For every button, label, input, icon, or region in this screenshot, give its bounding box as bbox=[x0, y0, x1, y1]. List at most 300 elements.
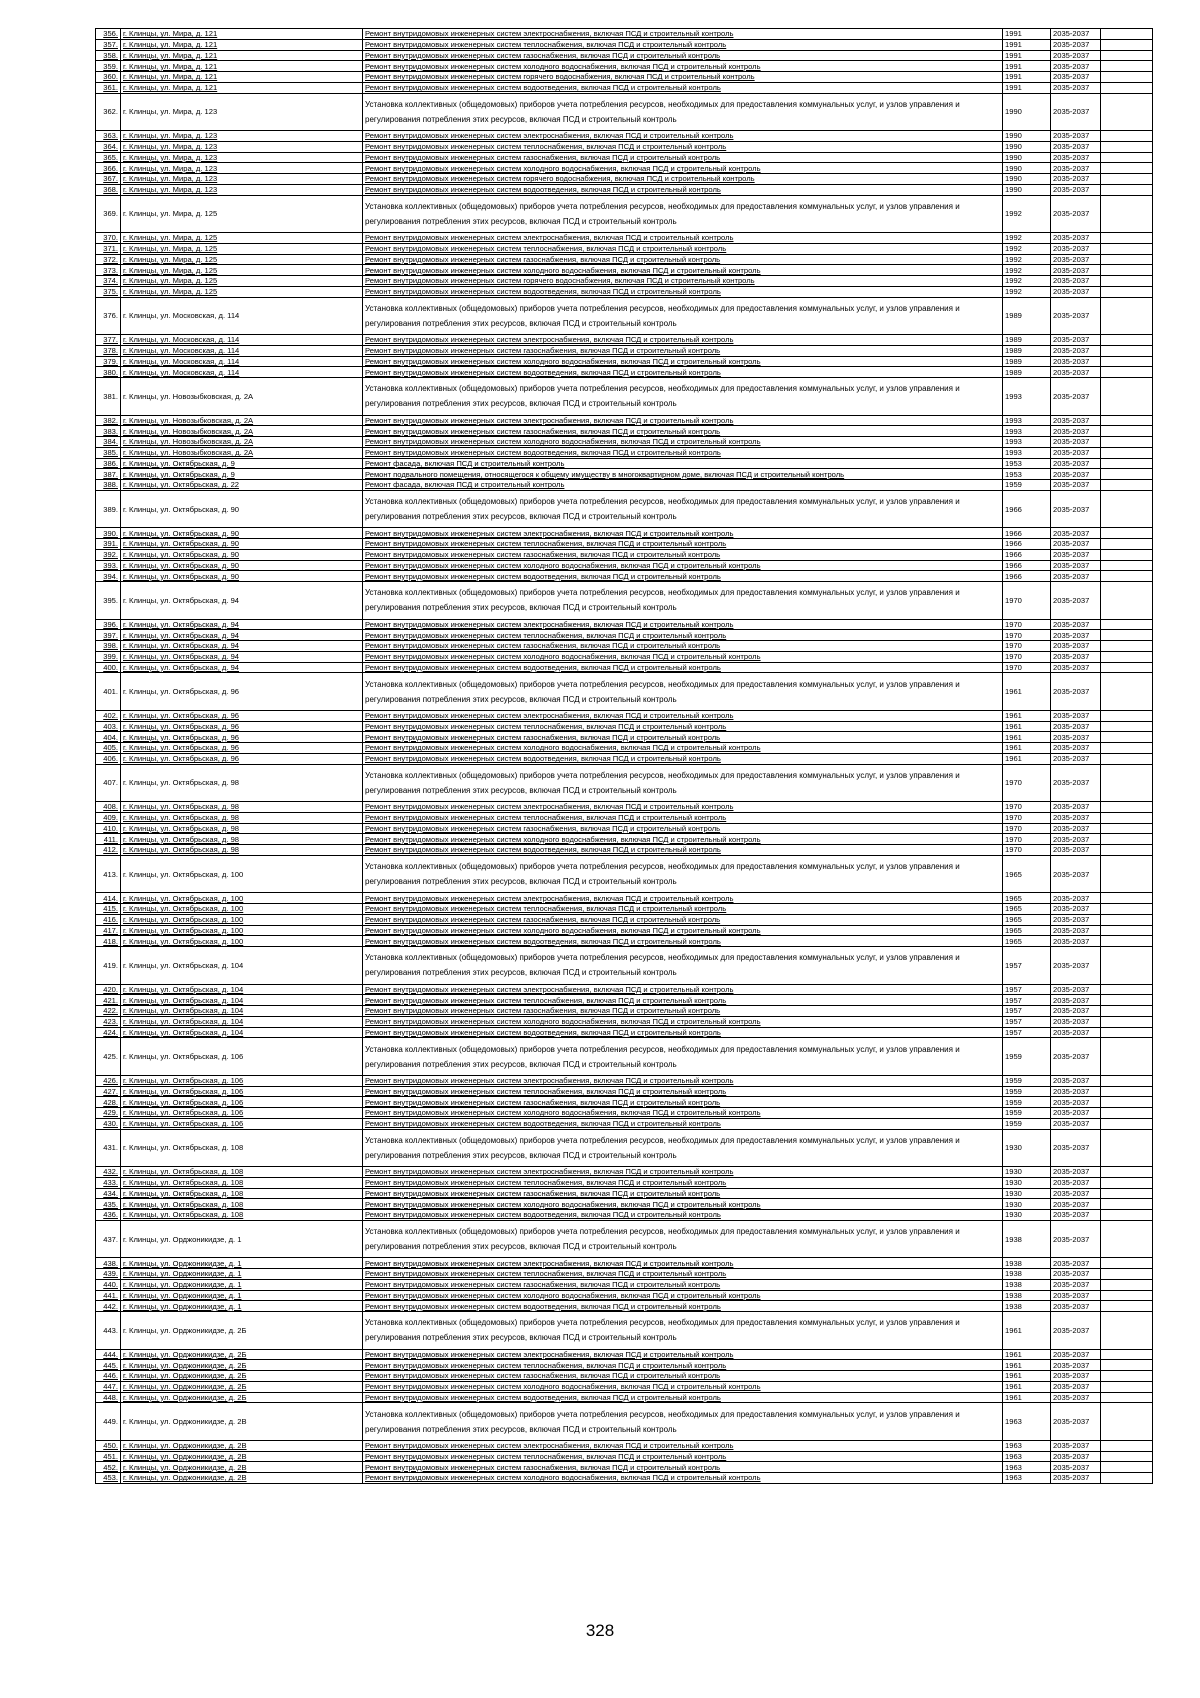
work-type-cell: Ремонт внутридомовых инженерных систем электроснабжения, включая ПСД и строительный контроль bbox=[363, 984, 1003, 995]
empty-cell bbox=[1101, 1381, 1153, 1392]
row-number: 375. bbox=[96, 286, 121, 297]
table-row bbox=[96, 195, 1153, 233]
empty-cell bbox=[1101, 753, 1153, 764]
empty-cell bbox=[1101, 651, 1153, 662]
table-row bbox=[96, 662, 1153, 673]
row-number: 424. bbox=[96, 1027, 121, 1038]
build-year-cell: 1970 bbox=[1003, 834, 1051, 845]
work-type-cell: Установка коллективных (общедомовых) приборов учета потребления ресурсов, необходимых для предоставления коммунальных услуг, и узлов управления и регулирования потребления этих ресурсов, включая ПСД и строительный контроль bbox=[363, 1312, 1003, 1350]
address-cell: г. Клинцы, ул. Московская, д. 114 bbox=[121, 345, 363, 356]
planned-period-cell: 2035-2037 bbox=[1051, 163, 1101, 174]
table-row bbox=[96, 447, 1153, 458]
work-type-cell: Ремонт внутридомовых инженерных систем теплоснабжения, включая ПСД и строительный контроль bbox=[363, 39, 1003, 50]
table-row bbox=[96, 1462, 1153, 1473]
empty-cell bbox=[1101, 1371, 1153, 1382]
build-year-cell: 1966 bbox=[1003, 490, 1051, 528]
planned-period-cell: 2035-2037 bbox=[1051, 823, 1101, 834]
planned-period-cell: 2035-2037 bbox=[1051, 93, 1101, 131]
table-row bbox=[96, 1075, 1153, 1086]
planned-period-cell: 2035-2037 bbox=[1051, 184, 1101, 195]
build-year-cell: 1993 bbox=[1003, 447, 1051, 458]
address-cell: г. Клинцы, ул. Орджоникидзе, д. 2Б bbox=[121, 1381, 363, 1392]
empty-cell bbox=[1101, 619, 1153, 630]
address-cell: г. Клинцы, ул. Мира, д. 121 bbox=[121, 50, 363, 61]
build-year-cell: 1992 bbox=[1003, 254, 1051, 265]
planned-period-cell: 2035-2037 bbox=[1051, 936, 1101, 947]
build-year-cell: 1992 bbox=[1003, 233, 1051, 244]
build-year-cell: 1938 bbox=[1003, 1269, 1051, 1280]
table-row bbox=[96, 367, 1153, 378]
table-row bbox=[96, 50, 1153, 61]
build-year-cell: 1970 bbox=[1003, 619, 1051, 630]
planned-period-cell: 2035-2037 bbox=[1051, 72, 1101, 83]
build-year-cell: 1961 bbox=[1003, 1371, 1051, 1382]
row-number: 402. bbox=[96, 710, 121, 721]
planned-period-cell: 2035-2037 bbox=[1051, 539, 1101, 550]
empty-cell bbox=[1101, 437, 1153, 448]
build-year-cell: 1938 bbox=[1003, 1301, 1051, 1312]
address-cell: г. Клинцы, ул. Новозыбковская, д. 2А bbox=[121, 378, 363, 416]
address-cell: г. Клинцы, ул. Мира, д. 125 bbox=[121, 265, 363, 276]
planned-period-cell: 2035-2037 bbox=[1051, 984, 1101, 995]
planned-period-cell: 2035-2037 bbox=[1051, 753, 1101, 764]
empty-cell bbox=[1101, 195, 1153, 233]
address-cell: г. Клинцы, ул. Орджоникидзе, д. 1 bbox=[121, 1269, 363, 1280]
work-type-cell: Ремонт внутридомовых инженерных систем холодного водоснабжения, включая ПСД и строительный контроль bbox=[363, 265, 1003, 276]
work-type-cell: Установка коллективных (общедомовых) приборов учета потребления ресурсов, необходимых для предоставления коммунальных услуг, и узлов управления и регулирования потребления этих ресурсов, включая ПСД и строительный контроль bbox=[363, 490, 1003, 528]
row-number: 428. bbox=[96, 1097, 121, 1108]
row-number: 436. bbox=[96, 1210, 121, 1221]
empty-cell bbox=[1101, 845, 1153, 856]
work-type-cell: Ремонт внутридомовых инженерных систем газоснабжения, включая ПСД и строительный контроль bbox=[363, 732, 1003, 743]
address-cell: г. Клинцы, ул. Новозыбковская, д. 2А bbox=[121, 447, 363, 458]
build-year-cell: 1989 bbox=[1003, 335, 1051, 346]
build-year-cell: 1992 bbox=[1003, 276, 1051, 287]
row-number: 389. bbox=[96, 490, 121, 528]
address-cell: г. Клинцы, ул. Орджоникидзе, д. 2Б bbox=[121, 1360, 363, 1371]
planned-period-cell: 2035-2037 bbox=[1051, 265, 1101, 276]
work-type-cell: Ремонт внутридомовых инженерных систем электроснабжения, включая ПСД и строительный контроль bbox=[363, 1258, 1003, 1269]
build-year-cell: 1989 bbox=[1003, 297, 1051, 335]
table-row bbox=[96, 984, 1153, 995]
build-year-cell: 1991 bbox=[1003, 82, 1051, 93]
row-number: 380. bbox=[96, 367, 121, 378]
planned-period-cell: 2035-2037 bbox=[1051, 1392, 1101, 1403]
planned-period-cell: 2035-2037 bbox=[1051, 356, 1101, 367]
table-row bbox=[96, 651, 1153, 662]
table-row bbox=[96, 1177, 1153, 1188]
work-type-cell: Ремонт внутридомовых инженерных систем водоотведения, включая ПСД и строительный контроль bbox=[363, 936, 1003, 947]
empty-cell bbox=[1101, 1188, 1153, 1199]
row-number: 452. bbox=[96, 1462, 121, 1473]
table-row bbox=[96, 619, 1153, 630]
planned-period-cell: 2035-2037 bbox=[1051, 458, 1101, 469]
address-cell: г. Клинцы, ул. Новозыбковская, д. 2А bbox=[121, 426, 363, 437]
build-year-cell: 1963 bbox=[1003, 1403, 1051, 1441]
planned-period-cell: 2035-2037 bbox=[1051, 662, 1101, 673]
work-type-cell: Ремонт внутридомовых инженерных систем электроснабжения, включая ПСД и строительный контроль bbox=[363, 335, 1003, 346]
build-year-cell: 1990 bbox=[1003, 163, 1051, 174]
work-type-cell: Ремонт внутридомовых инженерных систем водоотведения, включая ПСД и строительный контроль bbox=[363, 286, 1003, 297]
empty-cell bbox=[1101, 50, 1153, 61]
build-year-cell: 1961 bbox=[1003, 743, 1051, 754]
work-type-cell: Ремонт внутридомовых инженерных систем электроснабжения, включая ПСД и строительный контроль bbox=[363, 619, 1003, 630]
empty-cell bbox=[1101, 458, 1153, 469]
row-number: 422. bbox=[96, 1006, 121, 1017]
empty-cell bbox=[1101, 995, 1153, 1006]
address-cell: г. Клинцы, ул. Октябрьская, д. 98 bbox=[121, 845, 363, 856]
build-year-cell: 1961 bbox=[1003, 673, 1051, 711]
row-number: 415. bbox=[96, 904, 121, 915]
table-row bbox=[96, 335, 1153, 346]
empty-cell bbox=[1101, 61, 1153, 72]
empty-cell bbox=[1101, 1440, 1153, 1451]
empty-cell bbox=[1101, 764, 1153, 802]
build-year-cell: 1963 bbox=[1003, 1462, 1051, 1473]
address-cell: г. Клинцы, ул. Октябрьская, д. 90 bbox=[121, 549, 363, 560]
empty-cell bbox=[1101, 673, 1153, 711]
build-year-cell: 1961 bbox=[1003, 1392, 1051, 1403]
planned-period-cell: 2035-2037 bbox=[1051, 174, 1101, 185]
work-type-cell: Ремонт внутридомовых инженерных систем теплоснабжения, включая ПСД и строительный контроль bbox=[363, 1269, 1003, 1280]
table-row bbox=[96, 1279, 1153, 1290]
build-year-cell: 1965 bbox=[1003, 893, 1051, 904]
table-row bbox=[96, 936, 1153, 947]
address-cell: г. Клинцы, ул. Октябрьская, д. 98 bbox=[121, 764, 363, 802]
empty-cell bbox=[1101, 1220, 1153, 1258]
work-type-cell: Ремонт внутридомовых инженерных систем теплоснабжения, включая ПСД и строительный контроль bbox=[363, 721, 1003, 732]
build-year-cell: 1992 bbox=[1003, 243, 1051, 254]
work-type-cell: Установка коллективных (общедомовых) приборов учета потребления ресурсов, необходимых для предоставления коммунальных услуг, и узлов управления и регулирования потребления этих ресурсов, включая ПСД и строительный контроль bbox=[363, 1403, 1003, 1441]
planned-period-cell: 2035-2037 bbox=[1051, 855, 1101, 893]
address-cell: г. Клинцы, ул. Октябрьская, д. 90 bbox=[121, 539, 363, 550]
build-year-cell: 1990 bbox=[1003, 93, 1051, 131]
row-number: 414. bbox=[96, 893, 121, 904]
empty-cell bbox=[1101, 233, 1153, 244]
address-cell: г. Клинцы, ул. Орджоникидзе, д. 1 bbox=[121, 1301, 363, 1312]
table-row bbox=[96, 571, 1153, 582]
table-row bbox=[96, 1097, 1153, 1108]
address-cell: г. Клинцы, ул. Московская, д. 114 bbox=[121, 297, 363, 335]
address-cell: г. Клинцы, ул. Орджоникидзе, д. 2Б bbox=[121, 1349, 363, 1360]
row-number: 373. bbox=[96, 265, 121, 276]
work-type-cell: Ремонт внутридомовых инженерных систем газоснабжения, включая ПСД и строительный контроль bbox=[363, 1188, 1003, 1199]
row-number: 430. bbox=[96, 1118, 121, 1129]
work-type-cell: Ремонт внутридомовых инженерных систем холодного водоснабжения, включая ПСД и строительный контроль bbox=[363, 1016, 1003, 1027]
table-row bbox=[96, 732, 1153, 743]
table-row bbox=[96, 823, 1153, 834]
build-year-cell: 1965 bbox=[1003, 904, 1051, 915]
work-type-cell: Ремонт внутридомовых инженерных систем водоотведения, включая ПСД и строительный контроль bbox=[363, 1118, 1003, 1129]
build-year-cell: 1959 bbox=[1003, 1086, 1051, 1097]
table-row bbox=[96, 641, 1153, 652]
empty-cell bbox=[1101, 93, 1153, 131]
table-row bbox=[96, 855, 1153, 893]
planned-period-cell: 2035-2037 bbox=[1051, 528, 1101, 539]
planned-period-cell: 2035-2037 bbox=[1051, 1188, 1101, 1199]
build-year-cell: 1970 bbox=[1003, 651, 1051, 662]
build-year-cell: 1930 bbox=[1003, 1188, 1051, 1199]
planned-period-cell: 2035-2037 bbox=[1051, 1312, 1101, 1350]
address-cell: г. Клинцы, ул. Октябрьская, д. 90 bbox=[121, 528, 363, 539]
build-year-cell: 1959 bbox=[1003, 1038, 1051, 1076]
build-year-cell: 1953 bbox=[1003, 458, 1051, 469]
table-row bbox=[96, 721, 1153, 732]
address-cell: г. Клинцы, ул. Октябрьская, д. 9 bbox=[121, 469, 363, 480]
table-row bbox=[96, 1349, 1153, 1360]
build-year-cell: 1959 bbox=[1003, 1118, 1051, 1129]
build-year-cell: 1930 bbox=[1003, 1129, 1051, 1167]
table-row bbox=[96, 582, 1153, 620]
address-cell: г. Клинцы, ул. Орджоникидзе, д. 2В bbox=[121, 1451, 363, 1462]
address-cell: г. Клинцы, ул. Мира, д. 125 bbox=[121, 254, 363, 265]
address-cell: г. Клинцы, ул. Новозыбковская, д. 2А bbox=[121, 437, 363, 448]
row-number: 421. bbox=[96, 995, 121, 1006]
table-row bbox=[96, 1129, 1153, 1167]
empty-cell bbox=[1101, 528, 1153, 539]
planned-period-cell: 2035-2037 bbox=[1051, 1371, 1101, 1382]
row-number: 379. bbox=[96, 356, 121, 367]
planned-period-cell: 2035-2037 bbox=[1051, 802, 1101, 813]
row-number: 393. bbox=[96, 560, 121, 571]
table-row bbox=[96, 141, 1153, 152]
row-number: 368. bbox=[96, 184, 121, 195]
table-row bbox=[96, 1301, 1153, 1312]
table-row bbox=[96, 356, 1153, 367]
planned-period-cell: 2035-2037 bbox=[1051, 1269, 1101, 1280]
table-row bbox=[96, 254, 1153, 265]
empty-cell bbox=[1101, 641, 1153, 652]
work-type-cell: Ремонт внутридомовых инженерных систем газоснабжения, включая ПСД и строительный контроль bbox=[363, 345, 1003, 356]
table-row bbox=[96, 630, 1153, 641]
empty-cell bbox=[1101, 1086, 1153, 1097]
row-number: 412. bbox=[96, 845, 121, 856]
planned-period-cell: 2035-2037 bbox=[1051, 582, 1101, 620]
work-type-cell: Ремонт внутридомовых инженерных систем холодного водоснабжения, включая ПСД и строительный контроль bbox=[363, 1108, 1003, 1119]
build-year-cell: 1963 bbox=[1003, 1473, 1051, 1484]
planned-period-cell: 2035-2037 bbox=[1051, 893, 1101, 904]
build-year-cell: 1991 bbox=[1003, 39, 1051, 50]
address-cell: г. Клинцы, ул. Октябрьская, д. 98 bbox=[121, 812, 363, 823]
build-year-cell: 1966 bbox=[1003, 560, 1051, 571]
row-number: 387. bbox=[96, 469, 121, 480]
row-number: 369. bbox=[96, 195, 121, 233]
work-type-cell: Установка коллективных (общедомовых) приборов учета потребления ресурсов, необходимых для предоставления коммунальных услуг, и узлов управления и регулирования потребления этих ресурсов, включая ПСД и строительный контроль bbox=[363, 195, 1003, 233]
empty-cell bbox=[1101, 710, 1153, 721]
row-number: 392. bbox=[96, 549, 121, 560]
address-cell: г. Клинцы, ул. Октябрьская, д. 100 bbox=[121, 904, 363, 915]
address-cell: г. Клинцы, ул. Октябрьская, д. 90 bbox=[121, 560, 363, 571]
empty-cell bbox=[1101, 243, 1153, 254]
row-number: 370. bbox=[96, 233, 121, 244]
address-cell: г. Клинцы, ул. Октябрьская, д. 9 bbox=[121, 458, 363, 469]
table-row bbox=[96, 904, 1153, 915]
address-cell: г. Клинцы, ул. Орджоникидзе, д. 1 bbox=[121, 1258, 363, 1269]
table-row bbox=[96, 1290, 1153, 1301]
build-year-cell: 1959 bbox=[1003, 1075, 1051, 1086]
address-cell: г. Клинцы, ул. Орджоникидзе, д. 2В bbox=[121, 1473, 363, 1484]
planned-period-cell: 2035-2037 bbox=[1051, 1279, 1101, 1290]
planned-period-cell: 2035-2037 bbox=[1051, 721, 1101, 732]
row-number: 405. bbox=[96, 743, 121, 754]
work-type-cell: Ремонт внутридомовых инженерных систем холодного водоснабжения, включая ПСД и строительный контроль bbox=[363, 1473, 1003, 1484]
planned-period-cell: 2035-2037 bbox=[1051, 426, 1101, 437]
work-type-cell: Ремонт внутридомовых инженерных систем водоотведения, включая ПСД и строительный контроль bbox=[363, 1301, 1003, 1312]
address-cell: г. Клинцы, ул. Октябрьская, д. 94 bbox=[121, 630, 363, 641]
row-number: 377. bbox=[96, 335, 121, 346]
planned-period-cell: 2035-2037 bbox=[1051, 490, 1101, 528]
table-row bbox=[96, 163, 1153, 174]
empty-cell bbox=[1101, 131, 1153, 142]
table-row bbox=[96, 1403, 1153, 1441]
row-number: 397. bbox=[96, 630, 121, 641]
empty-cell bbox=[1101, 141, 1153, 152]
build-year-cell: 1990 bbox=[1003, 174, 1051, 185]
empty-cell bbox=[1101, 184, 1153, 195]
table-row bbox=[96, 753, 1153, 764]
build-year-cell: 1963 bbox=[1003, 1451, 1051, 1462]
work-type-cell: Ремонт внутридомовых инженерных систем водоотведения, включая ПСД и строительный контроль bbox=[363, 1210, 1003, 1221]
work-type-cell: Ремонт внутридомовых инженерных систем холодного водоснабжения, включая ПСД и строительный контроль bbox=[363, 560, 1003, 571]
table-row bbox=[96, 1440, 1153, 1451]
empty-cell bbox=[1101, 1279, 1153, 1290]
work-type-cell: Ремонт внутридомовых инженерных систем холодного водоснабжения, включая ПСД и строительный контроль bbox=[363, 437, 1003, 448]
table-row bbox=[96, 1038, 1153, 1076]
table-row bbox=[96, 1371, 1153, 1382]
planned-period-cell: 2035-2037 bbox=[1051, 335, 1101, 346]
work-type-cell: Ремонт подвального помещения, относящегося к общему имуществу в многоквартирном доме, включая ПСД и строительный контроль bbox=[363, 469, 1003, 480]
build-year-cell: 1991 bbox=[1003, 72, 1051, 83]
table-row bbox=[96, 469, 1153, 480]
work-type-cell: Установка коллективных (общедомовых) приборов учета потребления ресурсов, необходимых для предоставления коммунальных услуг, и узлов управления и регулирования потребления этих ресурсов, включая ПСД и строительный контроль bbox=[363, 1038, 1003, 1076]
empty-cell bbox=[1101, 276, 1153, 287]
empty-cell bbox=[1101, 1349, 1153, 1360]
address-cell: г. Клинцы, ул. Московская, д. 114 bbox=[121, 367, 363, 378]
row-number: 435. bbox=[96, 1199, 121, 1210]
planned-period-cell: 2035-2037 bbox=[1051, 1086, 1101, 1097]
build-year-cell: 1963 bbox=[1003, 1440, 1051, 1451]
address-cell: г. Клинцы, ул. Октябрьская, д. 94 bbox=[121, 582, 363, 620]
table-row bbox=[96, 995, 1153, 1006]
row-number: 358. bbox=[96, 50, 121, 61]
empty-cell bbox=[1101, 984, 1153, 995]
planned-period-cell: 2035-2037 bbox=[1051, 641, 1101, 652]
empty-cell bbox=[1101, 469, 1153, 480]
address-cell: г. Клинцы, ул. Октябрьская, д. 94 bbox=[121, 641, 363, 652]
work-type-cell: Ремонт внутридомовых инженерных систем водоотведения, включая ПСД и строительный контроль bbox=[363, 367, 1003, 378]
address-cell: г. Клинцы, ул. Октябрьская, д. 96 bbox=[121, 673, 363, 711]
address-cell: г. Клинцы, ул. Октябрьская, д. 98 bbox=[121, 823, 363, 834]
empty-cell bbox=[1101, 1038, 1153, 1076]
work-type-cell: Ремонт внутридомовых инженерных систем теплоснабжения, включая ПСД и строительный контроль bbox=[363, 539, 1003, 550]
work-type-cell: Ремонт внутридомовых инженерных систем газоснабжения, включая ПСД и строительный контроль bbox=[363, 152, 1003, 163]
planned-period-cell: 2035-2037 bbox=[1051, 233, 1101, 244]
work-type-cell: Ремонт внутридомовых инженерных систем электроснабжения, включая ПСД и строительный контроль bbox=[363, 1075, 1003, 1086]
table-row bbox=[96, 1199, 1153, 1210]
work-type-cell: Ремонт внутридомовых инженерных систем электроснабжения, включая ПСД и строительный контроль bbox=[363, 131, 1003, 142]
planned-period-cell: 2035-2037 bbox=[1051, 834, 1101, 845]
row-number: 404. bbox=[96, 732, 121, 743]
build-year-cell: 1957 bbox=[1003, 984, 1051, 995]
row-number: 418. bbox=[96, 936, 121, 947]
address-cell: г. Клинцы, ул. Октябрьская, д. 100 bbox=[121, 914, 363, 925]
address-cell: г. Клинцы, ул. Октябрьская, д. 106 bbox=[121, 1108, 363, 1119]
work-type-cell: Установка коллективных (общедомовых) приборов учета потребления ресурсов, необходимых для предоставления коммунальных услуг, и узлов управления и регулирования потребления этих ресурсов, включая ПСД и строительный контроль bbox=[363, 1129, 1003, 1167]
address-cell: г. Клинцы, ул. Мира, д. 121 bbox=[121, 39, 363, 50]
build-year-cell: 1961 bbox=[1003, 1349, 1051, 1360]
planned-period-cell: 2035-2037 bbox=[1051, 276, 1101, 287]
build-year-cell: 1990 bbox=[1003, 131, 1051, 142]
address-cell: г. Клинцы, ул. Октябрьская, д. 100 bbox=[121, 925, 363, 936]
table-row bbox=[96, 265, 1153, 276]
build-year-cell: 1966 bbox=[1003, 528, 1051, 539]
address-cell: г. Клинцы, ул. Октябрьская, д. 96 bbox=[121, 743, 363, 754]
build-year-cell: 1930 bbox=[1003, 1210, 1051, 1221]
work-type-cell: Ремонт внутридомовых инженерных систем теплоснабжения, включая ПСД и строительный контроль bbox=[363, 1451, 1003, 1462]
work-type-cell: Ремонт внутридомовых инженерных систем теплоснабжения, включая ПСД и строительный контроль bbox=[363, 243, 1003, 254]
build-year-cell: 1965 bbox=[1003, 936, 1051, 947]
table-row bbox=[96, 947, 1153, 985]
planned-period-cell: 2035-2037 bbox=[1051, 1167, 1101, 1178]
address-cell: г. Клинцы, ул. Орджоникидзе, д. 2В bbox=[121, 1462, 363, 1473]
table-row bbox=[96, 378, 1153, 416]
empty-cell bbox=[1101, 378, 1153, 416]
planned-period-cell: 2035-2037 bbox=[1051, 995, 1101, 1006]
work-type-cell: Ремонт внутридомовых инженерных систем электроснабжения, включая ПСД и строительный контроль bbox=[363, 1349, 1003, 1360]
build-year-cell: 1965 bbox=[1003, 914, 1051, 925]
address-cell: г. Клинцы, ул. Октябрьская, д. 106 bbox=[121, 1097, 363, 1108]
row-number: 429. bbox=[96, 1108, 121, 1119]
planned-period-cell: 2035-2037 bbox=[1051, 1108, 1101, 1119]
table-row bbox=[96, 458, 1153, 469]
work-type-cell: Ремонт внутридомовых инженерных систем водоотведения, включая ПСД и строительный контроль bbox=[363, 1027, 1003, 1038]
planned-period-cell: 2035-2037 bbox=[1051, 1210, 1101, 1221]
works-table-body bbox=[96, 29, 1153, 1484]
build-year-cell: 1961 bbox=[1003, 732, 1051, 743]
table-row bbox=[96, 437, 1153, 448]
build-year-cell: 1970 bbox=[1003, 764, 1051, 802]
work-type-cell: Ремонт внутридомовых инженерных систем газоснабжения, включая ПСД и строительный контроль bbox=[363, 1279, 1003, 1290]
address-cell: г. Клинцы, ул. Октябрьская, д. 108 bbox=[121, 1177, 363, 1188]
row-number: 360. bbox=[96, 72, 121, 83]
planned-period-cell: 2035-2037 bbox=[1051, 732, 1101, 743]
address-cell: г. Клинцы, ул. Мира, д. 123 bbox=[121, 131, 363, 142]
work-type-cell: Ремонт фасада, включая ПСД и строительный контроль bbox=[363, 480, 1003, 491]
build-year-cell: 1990 bbox=[1003, 184, 1051, 195]
empty-cell bbox=[1101, 174, 1153, 185]
empty-cell bbox=[1101, 152, 1153, 163]
planned-period-cell: 2035-2037 bbox=[1051, 845, 1101, 856]
address-cell: г. Клинцы, ул. Октябрьская, д. 90 bbox=[121, 571, 363, 582]
row-number: 439. bbox=[96, 1269, 121, 1280]
planned-period-cell: 2035-2037 bbox=[1051, 925, 1101, 936]
empty-cell bbox=[1101, 345, 1153, 356]
empty-cell bbox=[1101, 1258, 1153, 1269]
table-row bbox=[96, 1258, 1153, 1269]
build-year-cell: 1930 bbox=[1003, 1199, 1051, 1210]
table-row bbox=[96, 233, 1153, 244]
work-type-cell: Ремонт внутридомовых инженерных систем горячего водоснабжения, включая ПСД и строительный контроль bbox=[363, 276, 1003, 287]
table-row bbox=[96, 276, 1153, 287]
build-year-cell: 1991 bbox=[1003, 50, 1051, 61]
empty-cell bbox=[1101, 834, 1153, 845]
address-cell: г. Клинцы, ул. Октябрьская, д. 96 bbox=[121, 710, 363, 721]
address-cell: г. Клинцы, ул. Октябрьская, д. 98 bbox=[121, 802, 363, 813]
build-year-cell: 1965 bbox=[1003, 855, 1051, 893]
table-row bbox=[96, 539, 1153, 550]
planned-period-cell: 2035-2037 bbox=[1051, 297, 1101, 335]
build-year-cell: 1990 bbox=[1003, 152, 1051, 163]
